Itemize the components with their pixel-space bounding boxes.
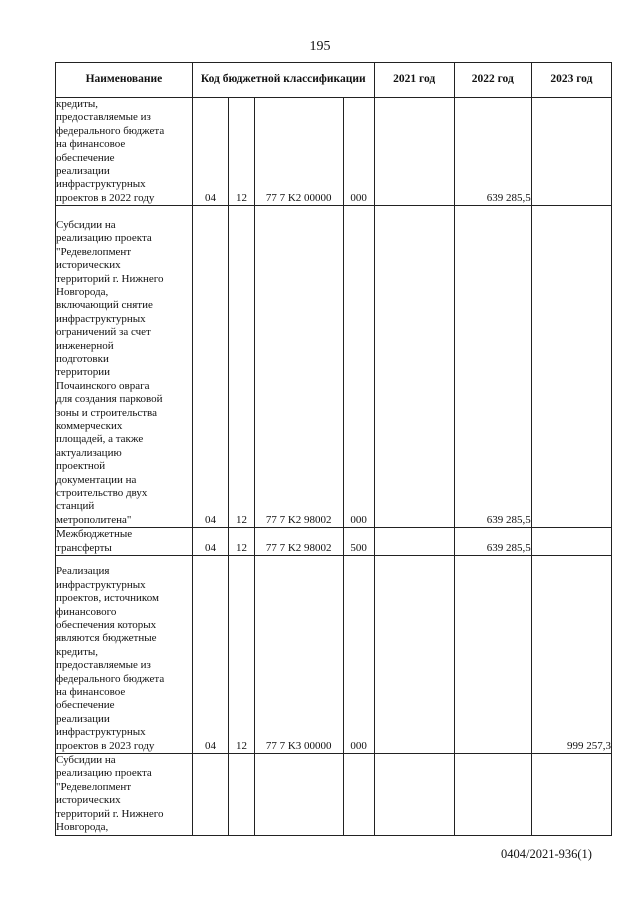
row-name [56, 98, 193, 206]
row-name-line: площадей, а также [56, 433, 144, 446]
row-name-line: являются бюджетные [56, 632, 157, 645]
row-name-line: коммерческих [56, 420, 123, 432]
target-article-code: 77 7 K2 98002 [254, 206, 343, 528]
row-name-line: инфраструктурных [56, 312, 146, 325]
row-name-line: обеспечение [56, 699, 115, 712]
amount-2023 [531, 754, 611, 835]
row-name-line: "Редевелопмент [56, 780, 132, 793]
row-name [56, 754, 193, 835]
amount-2022: 639 285,5 [454, 206, 531, 528]
row-name-line: проектов, источником [56, 592, 159, 605]
amount-2021 [374, 754, 454, 835]
row-name-line: территорий г. Нижнего [56, 807, 164, 820]
amount-2023 [531, 98, 611, 206]
row-name-line: кредиты, [56, 645, 99, 658]
row-name-line: Новгорода, [56, 821, 109, 834]
table-row [56, 206, 612, 528]
section-code: 04 [192, 206, 228, 528]
row-name-line: для создания парковой [56, 393, 163, 406]
budget-table [55, 62, 612, 836]
row-name-line: актуализацию [56, 446, 122, 459]
row-name-line: включающий снятие [56, 299, 153, 312]
row-name-line: финансового [56, 605, 117, 618]
row-name-line: реализацию проекта [56, 232, 152, 245]
row-name-line: проектов в 2022 году [56, 191, 155, 204]
row-name-line: федерального бюджета [56, 124, 165, 137]
row-name-line: Межбюджетные [56, 528, 133, 541]
subsection-code: 12 [229, 206, 255, 528]
expense-type-code: 000 [343, 206, 374, 528]
row-name-line: документации на [56, 473, 137, 486]
expense-type-code: 000 [343, 556, 374, 754]
section-code [192, 754, 228, 835]
header-2021: 2021 год [374, 63, 454, 98]
row-name-line: трансферты [56, 541, 112, 554]
table-row [56, 528, 612, 556]
row-name [56, 556, 193, 754]
subsection-code: 12 [229, 556, 255, 754]
row-name-line: станций [56, 500, 95, 513]
header-2022: 2022 год [454, 63, 531, 98]
row-name-line: кредиты, [56, 98, 99, 110]
row-name-line: исторических [56, 794, 121, 807]
row-name-line: на финансовое [56, 686, 126, 699]
section-code: 04 [192, 556, 228, 754]
amount-2022 [454, 754, 531, 835]
row-name-line: подготовки [56, 352, 109, 365]
section-code: 04 [192, 98, 228, 206]
row-name-line: инфраструктурных [56, 578, 146, 591]
row-name-line: Реализация [56, 565, 110, 578]
row-name-line: Субсидии на [56, 218, 116, 231]
row-name-line: предоставляемые из [56, 659, 151, 672]
expense-type-code: 500 [343, 528, 374, 556]
target-article-code: 77 7 K2 98002 [254, 528, 343, 556]
amount-2021 [374, 98, 454, 206]
row-name-line: метрополитена" [56, 513, 132, 526]
subsection-code: 12 [229, 98, 255, 206]
row-name-line: обеспечения которых [56, 619, 157, 631]
row-name-line: инфраструктурных [56, 178, 146, 191]
row-name-line: зоны и строительства [56, 406, 157, 419]
row-name-line: исторических [56, 259, 121, 272]
target-article-code: 77 7 K3 00000 [254, 556, 343, 754]
amount-2023 [531, 528, 611, 556]
row-name-line: проектов в 2023 году [56, 739, 155, 752]
row-name-line: территории [56, 366, 111, 379]
row-name-line: территорий г. Нижнего [56, 272, 164, 285]
header-name: Наименование [56, 63, 193, 98]
row-name [56, 206, 193, 528]
amount-2022: 639 285,5 [454, 98, 531, 206]
subsection-code [229, 754, 255, 835]
row-name-line: федерального бюджета [56, 672, 165, 685]
amount-2021 [374, 528, 454, 556]
amount-2021 [374, 556, 454, 754]
amount-2022: 639 285,5 [454, 528, 531, 556]
row-name-line: реализации [56, 165, 110, 178]
row-name-line: строительство двух [56, 487, 148, 500]
row-name-line: реализации [56, 712, 110, 725]
row-name-line: "Редевелопмент [56, 245, 132, 258]
row-name-line: обеспечение [56, 151, 115, 164]
table-row [56, 556, 612, 754]
page-number: 195 [309, 39, 331, 54]
row-name-line: ограничений за счет [56, 326, 151, 339]
row-name-line: инфраструктурных [56, 726, 146, 739]
row-name-line: инженерной [56, 339, 114, 352]
row-name-line: реализацию проекта [56, 767, 152, 780]
row-name-line: Субсидии на [56, 754, 116, 767]
row-name-line: проектной [56, 460, 106, 473]
target-article-code [254, 754, 343, 835]
header-row [56, 63, 612, 98]
subsection-code: 12 [229, 528, 255, 556]
amount-2022 [454, 556, 531, 754]
row-name-line: Новгорода, [56, 285, 109, 298]
row-name-line: Почаинского оврага [56, 379, 150, 392]
row-name [56, 528, 193, 556]
header-2023: 2023 год [531, 63, 611, 98]
row-name-line: предоставляемые из [56, 111, 151, 124]
amount-2023 [531, 206, 611, 528]
section-code: 04 [192, 528, 228, 556]
table-row [56, 754, 612, 835]
row-name-line: на финансовое [56, 138, 126, 151]
expense-type-code: 000 [343, 98, 374, 206]
document-code: 0404/2021-936(1) [501, 847, 592, 861]
header-code: Код бюджетной классификации [192, 63, 374, 98]
target-article-code: 77 7 K2 00000 [254, 98, 343, 206]
amount-2021 [374, 206, 454, 528]
table-row [56, 98, 612, 206]
amount-2023: 999 257,3 [531, 556, 611, 754]
expense-type-code [343, 754, 374, 835]
